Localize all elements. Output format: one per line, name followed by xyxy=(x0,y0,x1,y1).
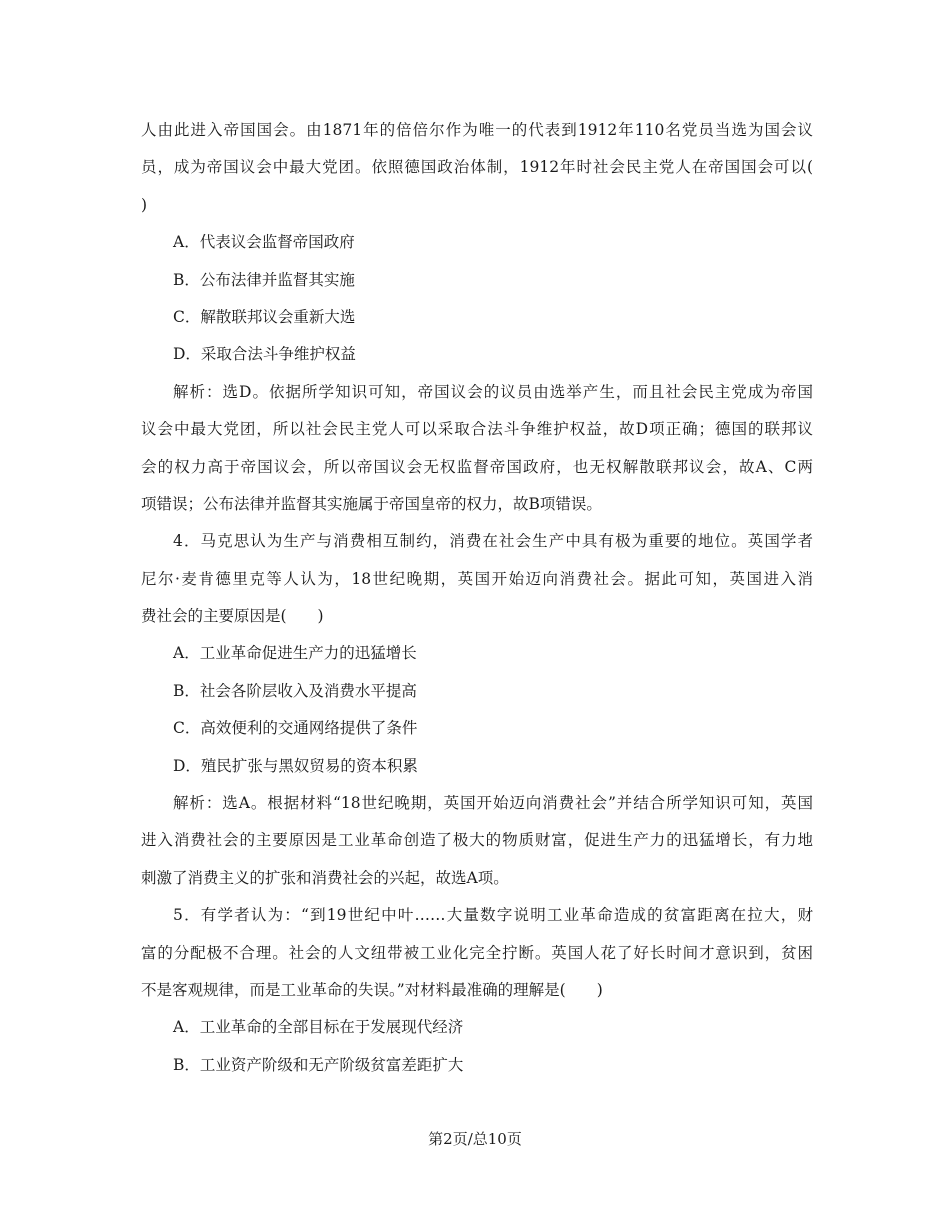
question-5-line: 5．有学者认为：“到19世纪中叶……大量数字说明工业革命造成的贫富距离在拉大，财 xyxy=(173,906,813,925)
paragraph-line: 人由此进入帝国国会。由1871年的倍倍尔作为唯一的代表到1912年110名党员当选为国会议 xyxy=(141,121,813,139)
question-5-line: 不是客观规律，而是工业革命的失误。”对材料最准确的理解是( ) xyxy=(141,980,603,999)
question-4-line: 4．马克思认为生产与消费相互制约，消费在社会生产中具有极为重要的地位。英国学者 xyxy=(173,532,813,551)
option-c: C．解散联邦议会重新大选 xyxy=(173,307,356,326)
analysis-line: 刺激了消费主义的扩张和消费社会的兴起，故选A项。 xyxy=(141,868,509,887)
analysis-line: 议会中最大党团，所以社会民主党人可以采取合法斗争维护权益，故D项正确；德国的联邦议 xyxy=(141,420,813,439)
option-b: B．公布法律并监督其实施 xyxy=(173,270,355,289)
document-body xyxy=(141,112,813,1084)
option-b: B．社会各阶层收入及消费水平提高 xyxy=(173,681,417,700)
option-b: B．工业资产阶级和无产阶级贫富差距扩大 xyxy=(173,1055,464,1074)
question-4-line: 费社会的主要原因是( ) xyxy=(141,607,324,626)
option-a: A．工业革命促进生产力的迅猛增长 xyxy=(173,644,417,663)
analysis-line: 解析：选A。根据材料“18世纪晚期，英国开始迈向消费社会”并结合所学知识可知，英国 xyxy=(173,794,813,813)
analysis-line: 项错误；公布法律并监督其实施属于帝国皇帝的权力，故B项错误。 xyxy=(141,494,602,513)
page-number-footer: 第2页/总10页 xyxy=(428,1130,522,1148)
analysis-line: 进入消费社会的主要原因是工业革命创造了极大的物质财富，促进生产力的迅猛增长，有力地 xyxy=(141,831,813,850)
option-c: C．高效便利的交通网络提供了条件 xyxy=(173,719,418,738)
analysis-line: 解析：选D。依据所学知识可知，帝国议会的议员由选举产生，而且社会民主党成为帝国 xyxy=(173,382,813,401)
paragraph-line: ) xyxy=(141,195,148,214)
option-a: A．代表议会监督帝国政府 xyxy=(173,233,355,252)
question-4-line: 尼尔·麦肯德里克等人认为，18世纪晚期，英国开始迈向消费社会。据此可知，英国进入消 xyxy=(141,569,813,588)
analysis-line: 会的权力高于帝国议会，所以帝国议会无权监督帝国政府，也无权解散联邦议会，故A、C两 xyxy=(141,457,813,476)
question-5-line: 富的分配极不合理。社会的人文纽带被工业化完全拧断。英国人花了好长时间才意识到，贫困 xyxy=(141,943,813,962)
paragraph-line: 员，成为帝国议会中最大党团。依照德国政治体制，1912年时社会民主党人在帝国国会可以( xyxy=(141,158,813,177)
option-d: D．采取合法斗争维护权益 xyxy=(173,345,356,364)
option-d: D．殖民扩张与黑奴贸易的资本积累 xyxy=(173,756,418,775)
option-a: A．工业革命的全部目标在于发展现代经济 xyxy=(173,1018,464,1037)
